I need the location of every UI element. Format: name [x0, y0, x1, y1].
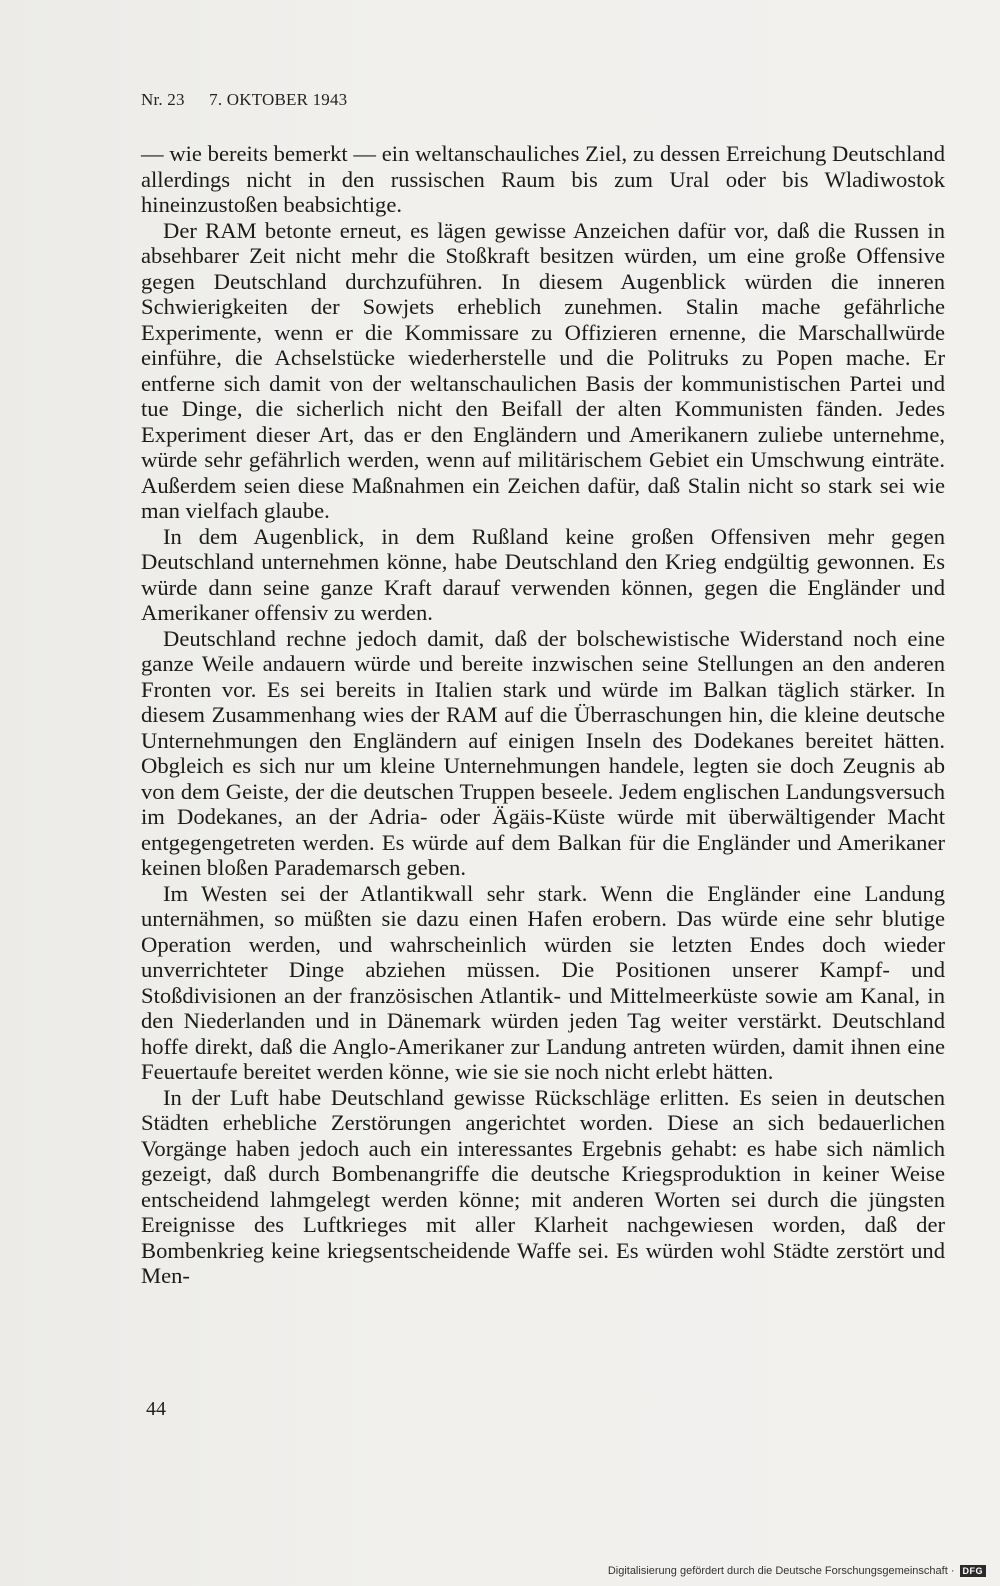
footer-credit: Digitalisierung gefördert durch die Deutsche Forschungsgemeinschaft ·: [607, 1565, 955, 1577]
paragraph-3: In dem Augenblick, in dem Rußland keine großen Offensiven mehr gegen Deutschland unternehmen könne, habe Deutschland den Krieg endgültig gewonnen. Es würde dann seine ganze Kraft darauf verwenden können, gegen die Engländer und Amerikaner offensiv zu werden.: [141, 523, 945, 625]
paragraph-1: — wie bereits bemerkt — ein weltanschauliches Ziel, zu dessen Erreichung Deutschland allerdings nicht in den russischen Raum bis zum Ural oder bis Wladiwostok hineinzustoßen beabsichtige.: [141, 141, 945, 217]
issue-date: 7. OKTOBER 1943: [209, 90, 348, 109]
page-header: [141, 90, 347, 110]
body-text: [141, 141, 945, 1289]
paragraph-5: Im Westen sei der Atlantikwall sehr stark. Wenn die Engländer eine Landung unternähmen, so müßten sie dazu einen Hafen erobern. Das würde eine sehr blutige Operation werden, und wahrscheinlich würden sie letzten Endes doch wieder unverrichteter Dinge abziehen müssen. Die Positionen unserer Kampf- und Stoßdivisionen an der französischen Atlantik- und Mittelmeerküste sowie am Kanal, in den Niederlanden und in Dänemark würden jeden Tag weiter verstärkt. Deutschland hoffe direkt, daß die Anglo-Amerikaner zur Landung antreten würden, damit ihnen eine Feuertaufe bereitet werden könne, wie sie sie noch nicht erlebt hätten.: [141, 880, 945, 1084]
paragraph-4: Deutschland rechne jedoch damit, daß der bolschewistische Widerstand noch eine ganze Weile andauern würde und bereite inzwischen seine Stellungen an den anderen Fronten vor. Es sei bereits in Italien stark und würde im Balkan täglich stärker. In diesem Zusammenhang wies der RAM auf die Überraschungen hin, die kleine deutsche Unternehmungen den Engländern auf einigen Inseln des Dodekanes bereitet hätten. Obgleich es sich nur um kleine Unternehmungen handele, legten sie doch Zeugnis ab von dem Geiste, der die deutschen Truppen beseele. Jedem englischen Landungsversuch im Dodekanes, an der Adria- oder Ägäis-Küste würde mit überwältigender Macht entgegengetreten werden. Es würde auf dem Balkan für die Engländer und Amerikaner keinen bloßen Parademarsch geben.: [141, 625, 945, 880]
paragraph-6: In der Luft habe Deutschland gewisse Rückschläge erlitten. Es seien in deutschen Städten erhebliche Zerstörungen angerichtet worden. Diese an sich bedauerlichen Vorgänge haben jedoch auch ein interessantes Ergebnis gehabt: es habe sich nämlich gezeigt, daß durch Bombenangriffe die deutsche Kriegsproduktion in keiner Weise entscheidend lahmgelegt werden könne; mit anderen Worten sei durch die jüngsten Ereignisse des Luftkrieges mit aller Klarheit nachgewiesen worden, daß der Bombenkrieg keine kriegsentscheidende Waffe sei. Es würden wohl Städte zerstört und Men-: [141, 1084, 945, 1288]
issue-number: Nr. 23: [141, 90, 185, 109]
page-number: 44: [146, 1398, 166, 1420]
dfg-logo-icon: DFG: [960, 1565, 987, 1577]
digitization-footer: [608, 1565, 986, 1577]
paragraph-2: Der RAM betonte erneut, es lägen gewisse Anzeichen dafür vor, daß die Russen in absehbarer Zeit nicht mehr die Stoßkraft besitzen würden, um eine große Offensive gegen Deutschland durchzuführen. In diesem Augenblick würden die inneren Schwierigkeiten der Sowjets erheblich zunehmen. Stalin mache gefährliche Experimente, wenn er die Kommissare zu Offizieren ernenne, die Marschallwürde einführe, die Achselstücke wiederherstelle und die Politruks zu Popen mache. Er entferne sich damit von der weltanschaulichen Basis der kommunistischen Partei und tue Dinge, die sicherlich nicht den Beifall der alten Kommunisten fänden. Jedes Experiment dieser Art, das er den Engländern und Amerikanern zuliebe unternehme, würde sehr gefährlich werden, wenn auf militärischem Gebiet ein Umschwung einträte. Außerdem seien diese Maßnahmen ein Zeichen dafür, daß Stalin nicht so stark sei wie man vielfach glaube.: [141, 217, 945, 523]
